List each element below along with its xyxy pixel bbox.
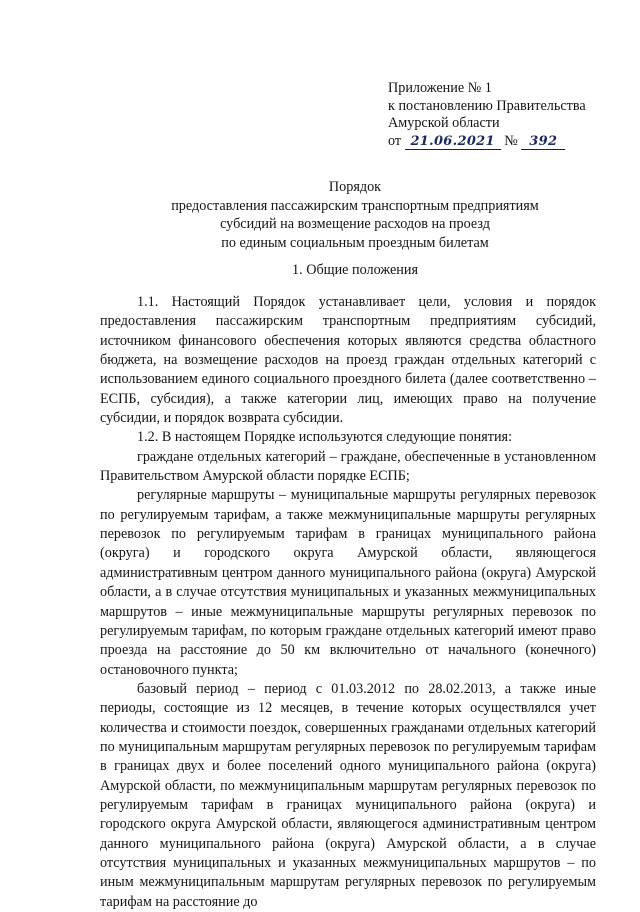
appendix-resolution-ref: к постановлению Правительства: [388, 97, 586, 114]
appendix-date-number-line: [388, 133, 586, 151]
document-body: [100, 293, 596, 912]
number-field: [521, 134, 565, 150]
paragraph-1-1: 1.1. Настоящий Порядок устанавливает цели, условия и порядок предоставления пассажирским транспортным предприятиям субсидий, источником финансового обеспечения которых являются средства областного бюджета, на возмещение расходов на проезд граждан отдельных категорий с использованием единого социального проездного билета (далее соответственно – ЕСПБ, субсидия), а также категории лиц, имеющих право на получение субсидии, и порядок возврата субсидии.: [100, 294, 596, 427]
section-heading: 1. Общие положения: [292, 262, 418, 278]
paragraph-1-2: 1.2. В настоящем Порядке используются следующие понятия:: [137, 429, 513, 446]
handwritten-number: 392: [529, 133, 558, 149]
appendix-region: Амурской области: [388, 115, 500, 131]
definition-citizens: граждане отдельных категорий – граждане, обеспеченные в установленном Правительством Амурской области порядке ЕСПБ;: [100, 448, 596, 485]
date-field: [405, 134, 501, 150]
definition-regular-routes: регулярные маршруты – муниципальные маршруты регулярных перевозок по регулируемым тарифам, а также межмуниципальные маршруты регулярных перевозок по регулируемым тарифам в границах муниципального района (округа) и городского округа Амурской области, являющегося административным центром данного муниципального района (округа) Амурской области, а в случае отсутствия муниципальных и указанных межмуниципальных маршрутов – иные межмуниципальные маршруты регулярных перевозок по регулируемым тарифам, по которым граждане отдельных категорий имеют право проезда на расстояние до 50 км включительно от начального (конечного) остановочного пункта;: [100, 487, 596, 678]
number-prefix: №: [504, 132, 518, 149]
title-line-1: Порядок: [328, 179, 382, 195]
title-line-3: субсидий на возмещение расходов на проезд: [220, 216, 490, 233]
title-line-2: предоставления пассажирским транспортным предприятиям: [171, 197, 539, 214]
handwritten-date: 21.06.2021: [410, 133, 495, 149]
appendix-title: Приложение № 1: [388, 80, 492, 96]
date-prefix: от: [388, 132, 402, 149]
document-title: [100, 178, 610, 252]
appendix-header: [388, 80, 586, 150]
definition-base-period: базовый период – период с 01.03.2012 по 28.02.2013, а также иные периоды, состоящие из 12 месяцев, в течение которых осуществлялся учет количества и стоимости поездок, совершенных гражданами отдельных категорий по муниципальным маршрутам регулярных перевозок по регулируемым тарифам в границах двух и более поселений одного муниципального района (округа) Амурской области, по межмуниципальным маршрутам регулярных перевозок по регулируемым тарифам в границах муниципального района (округа) и городского округа Амурской области, являющегося административным центром данного муниципального района (округа) Амурской области, а в случае отсутствия муниципальных и указанных межмуниципальных маршрутов – по иным межмуниципальным маршрутам регулярных перевозок по регулируемым тарифам на расстояние до: [100, 680, 596, 910]
title-line-4: по единым социальным проездным билетам: [221, 234, 489, 251]
